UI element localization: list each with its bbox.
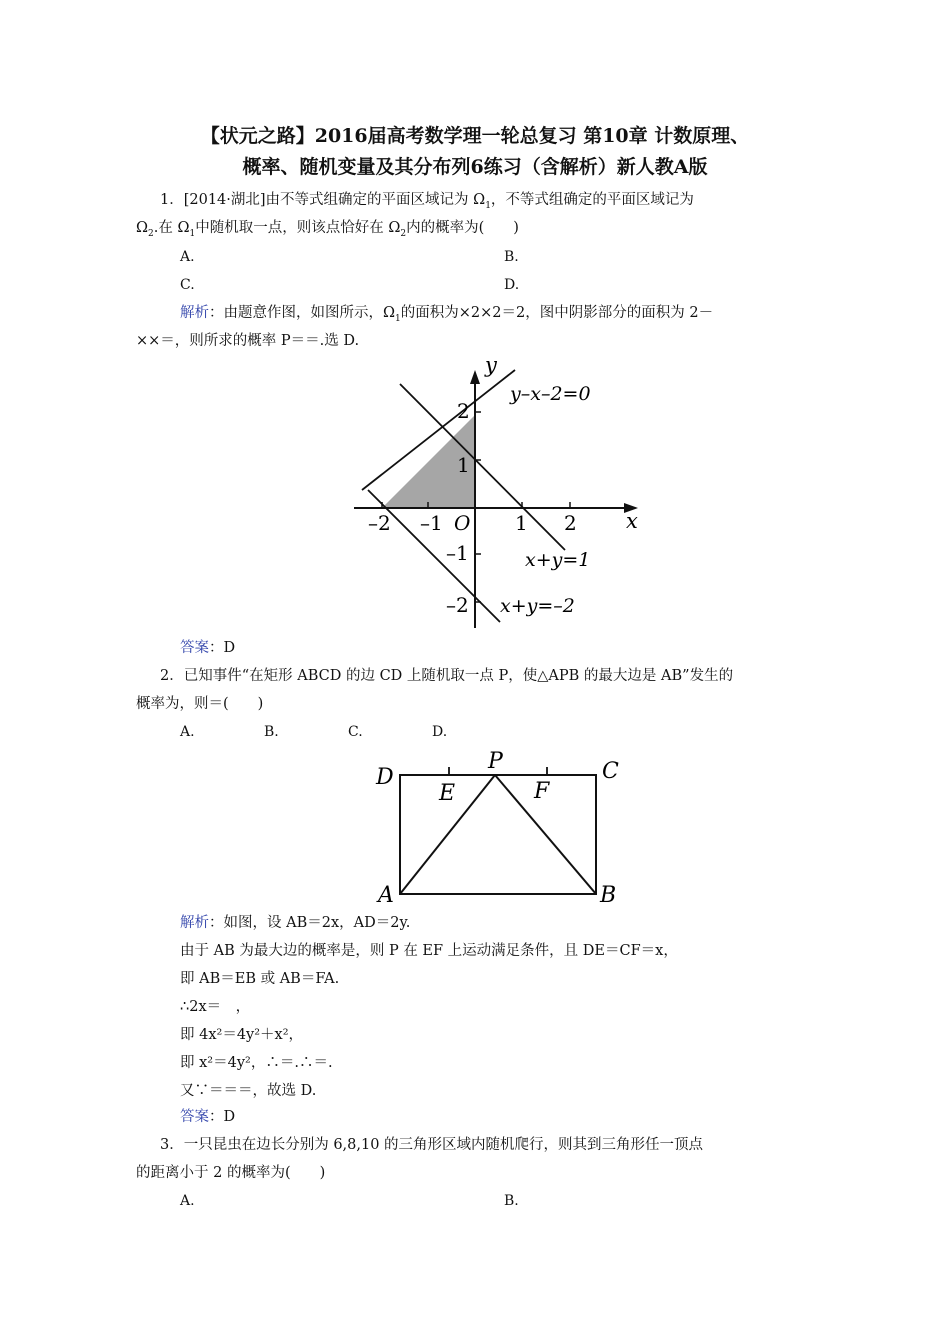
q2-solution-line-3: 即 AB＝EB 或 AB＝FA.	[180, 971, 340, 987]
q2-solution-text-1: ：如图，设 AB＝2x，AD＝2y.	[209, 915, 411, 931]
q2-answer-label: 答案	[180, 1109, 209, 1125]
q3-option-a: A.	[180, 1193, 195, 1209]
q2-solution-line-5: 即 4x²＝4y²＋x²，	[180, 1027, 304, 1043]
q3-stem-line-1: 3．一只昆虫在边长分别为 6,8,10 的三角形区域内随机爬行，则其到三角形任一顶点	[160, 1137, 704, 1153]
q1-solution-line-1	[180, 303, 713, 329]
q1-solution-sub: 1	[395, 313, 401, 324]
q2-solution-line-2: 由于 AB 为最大边的概率是，则 P 在 EF 上运动满足条件，且 DE＝CF＝x，	[180, 943, 678, 959]
tick-label-y-neg2: –2	[446, 593, 469, 617]
q1-stem-text-1: 1．[2014·湖北]由不等式组确定的平面区域记为 Ω	[160, 192, 486, 208]
q2-solution-line-4: ∴2x＝ ，	[180, 999, 251, 1015]
q2-option-b: B.	[264, 724, 279, 740]
label-c: C	[602, 759, 619, 784]
x-axis-label: x	[626, 509, 638, 533]
q2-solution-label: 解析	[180, 915, 209, 931]
q1-sub-3: 1	[189, 228, 196, 239]
q2-answer-text: ：D	[209, 1109, 236, 1125]
label-x-plus-y-1: x+y=1	[525, 549, 591, 571]
q3-stem-line-2: 的距离小于 2 的概率为( )	[136, 1165, 326, 1181]
q2-solution-line-1	[180, 913, 410, 933]
label-b: B	[600, 883, 617, 908]
q1-option-d: D.	[504, 277, 520, 293]
q3-option-b: B.	[504, 1193, 519, 1209]
q1-solution-label: 解析	[180, 305, 209, 321]
q1-stem-text-2c: 中随机取一点，则该点恰好在 Ω	[195, 220, 401, 236]
q2-rectangle-figure	[0, 740, 950, 910]
label-p: P	[488, 749, 503, 774]
q1-solution-text-1b: 的面积为×2×2＝2，图中阴影部分的面积为 2－	[400, 305, 714, 321]
label-f: F	[534, 779, 550, 804]
q2-answer	[180, 1107, 235, 1127]
q1-stem-text-2d: 内的概率为( )	[406, 220, 519, 236]
q1-sub-4: 2	[400, 228, 407, 239]
q1-coordinate-figure	[0, 350, 950, 640]
tick-label-x-neg1: –1	[420, 511, 443, 535]
label-x-plus-y-neg2: x+y=–2	[500, 595, 575, 617]
q1-stem-line-2	[136, 218, 519, 244]
q1-answer-text: ：D	[209, 640, 236, 656]
q2-solution-line-7: 又∵＝＝＝，故选 D.	[180, 1083, 317, 1099]
tick-label-y-neg1: –1	[446, 541, 469, 565]
q1-stem-text-2a: Ω	[136, 220, 149, 236]
rectangle-abcd	[400, 775, 596, 894]
tick-label-x-neg2: –2	[368, 511, 391, 535]
q1-solution-text-1a: ：由题意作图，如图所示，Ω	[209, 305, 396, 321]
q2-solution-line-6: 即 x²＝4y²，∴＝.∴＝.	[180, 1055, 333, 1071]
q1-sub-1: 1	[485, 200, 491, 211]
q1-option-c: C.	[180, 277, 195, 293]
q1-sub-2: 2	[148, 228, 154, 239]
label-a: A	[378, 883, 394, 908]
y-axis-label: y	[485, 353, 497, 377]
tick-label-y-1: 1	[457, 453, 470, 477]
q1-answer-label: 答案	[180, 640, 209, 656]
tick-label-x-2: 2	[564, 511, 577, 535]
label-y-x-2: y–x–2=0	[510, 383, 591, 405]
origin-label: O	[454, 511, 471, 535]
q2-option-d: D.	[432, 724, 448, 740]
q2-option-c: C.	[348, 724, 363, 740]
tick-label-x-1: 1	[515, 511, 528, 535]
q1-option-b: B.	[504, 249, 519, 265]
q2-option-a: A.	[180, 724, 195, 740]
q1-answer	[180, 638, 235, 658]
tick-label-y-2: 2	[457, 399, 470, 423]
doc-title-line-1: 【状元之路】2016届高考数学理一轮总复习 第10章 计数原理、	[200, 125, 750, 147]
q1-stem-line-1	[160, 190, 694, 216]
y-axis-arrow-icon	[470, 370, 480, 384]
q1-stem-text-1b: ，不等式组确定的平面区域记为	[490, 192, 694, 208]
doc-title-line-2: 概率、随机变量及其分布列6练习（含解析）新人教A版	[242, 156, 708, 178]
label-e: E	[439, 781, 456, 806]
q1-stem-text-2b: .在 Ω	[153, 220, 190, 236]
q2-stem-line-1: 2．已知事件“在矩形 ABCD 的边 CD 上随机取一点 P，使△APB 的最大边是 AB”发生的	[160, 668, 734, 684]
label-d: D	[376, 765, 394, 790]
q2-stem-line-2: 概率为，则＝( )	[136, 696, 264, 712]
q1-option-a: A.	[180, 249, 195, 265]
q1-solution-line-2: ××＝，则所求的概率 P＝＝.选 D.	[136, 333, 360, 349]
